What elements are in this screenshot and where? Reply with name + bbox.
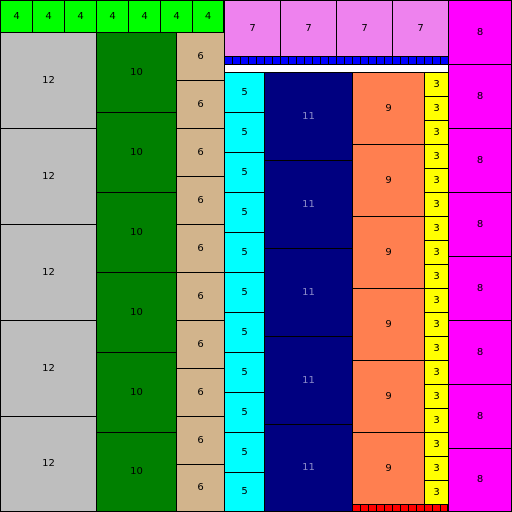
tile-4: 4 bbox=[64, 0, 97, 33]
tile-4: 4 bbox=[192, 0, 224, 33]
tile-5: 5 bbox=[224, 312, 265, 353]
tile-10: 10 bbox=[96, 272, 177, 353]
tile-6: 6 bbox=[176, 416, 225, 465]
tile-3: 3 bbox=[424, 432, 449, 457]
tile-10: 10 bbox=[96, 112, 177, 193]
tile-8: 8 bbox=[448, 128, 512, 193]
tile-7: 7 bbox=[336, 0, 393, 57]
tile-10: 10 bbox=[96, 352, 177, 433]
tile-9: 9 bbox=[352, 72, 425, 145]
tile-1 bbox=[440, 56, 449, 65]
tile-3: 3 bbox=[424, 216, 449, 241]
tile-9: 9 bbox=[352, 216, 425, 289]
tile-3: 3 bbox=[424, 456, 449, 481]
tile-3: 3 bbox=[424, 336, 449, 361]
tile-5: 5 bbox=[224, 272, 265, 313]
tile-9: 9 bbox=[352, 432, 425, 505]
tile-12: 12 bbox=[0, 224, 97, 321]
tile-8: 8 bbox=[448, 0, 512, 65]
tile-5: 5 bbox=[224, 472, 265, 512]
tile-3: 3 bbox=[424, 480, 449, 505]
tile-11: 11 bbox=[264, 424, 353, 512]
tile-5: 5 bbox=[224, 152, 265, 193]
tile-6: 6 bbox=[176, 80, 225, 129]
tile-8: 8 bbox=[448, 320, 512, 385]
tile-3: 3 bbox=[424, 120, 449, 145]
tile-11: 11 bbox=[264, 160, 353, 249]
tile-6: 6 bbox=[176, 320, 225, 369]
tile-9: 9 bbox=[352, 360, 425, 433]
tile-6: 6 bbox=[176, 368, 225, 417]
tile-4: 4 bbox=[160, 0, 193, 33]
tile-10: 10 bbox=[96, 192, 177, 273]
tile-3: 3 bbox=[424, 264, 449, 289]
tile-3: 3 bbox=[424, 72, 449, 97]
tile-8: 8 bbox=[448, 384, 512, 449]
tile-8: 8 bbox=[448, 64, 512, 129]
tile-12: 12 bbox=[0, 128, 97, 225]
tile-8: 8 bbox=[448, 448, 512, 512]
tile-8: 8 bbox=[448, 192, 512, 257]
tile-4: 4 bbox=[32, 0, 65, 33]
tile-7: 7 bbox=[392, 0, 449, 57]
tile-8: 8 bbox=[448, 256, 512, 321]
tile-12: 12 bbox=[0, 416, 97, 512]
tile-12: 12 bbox=[0, 320, 97, 417]
tile-11: 11 bbox=[264, 336, 353, 425]
tile-10: 10 bbox=[96, 32, 177, 113]
tile-3: 3 bbox=[424, 168, 449, 193]
tile-11: 11 bbox=[264, 72, 353, 161]
tile-5: 5 bbox=[224, 392, 265, 433]
tile-3: 3 bbox=[424, 144, 449, 169]
tile-6: 6 bbox=[176, 464, 225, 512]
tile-3: 3 bbox=[424, 192, 449, 217]
tile-7: 7 bbox=[280, 0, 337, 57]
tile-4: 4 bbox=[128, 0, 161, 33]
tile-5: 5 bbox=[224, 192, 265, 233]
tile-3: 3 bbox=[424, 240, 449, 265]
tile-6: 6 bbox=[176, 224, 225, 273]
tile-12: 12 bbox=[0, 32, 97, 129]
tile-5: 5 bbox=[224, 432, 265, 473]
tile-3: 3 bbox=[424, 384, 449, 409]
tile-3: 3 bbox=[424, 288, 449, 313]
tile-6: 6 bbox=[176, 128, 225, 177]
tile-2 bbox=[440, 504, 448, 512]
tile-4: 4 bbox=[0, 0, 33, 33]
tile-4: 4 bbox=[96, 0, 129, 33]
tile-5: 5 bbox=[224, 112, 265, 153]
tile-9: 9 bbox=[352, 144, 425, 217]
tile-5: 5 bbox=[224, 352, 265, 393]
tile-3: 3 bbox=[424, 360, 449, 385]
tile-9: 9 bbox=[352, 288, 425, 361]
tile-3: 3 bbox=[424, 408, 449, 433]
tile-6: 6 bbox=[176, 32, 225, 81]
tile-3: 3 bbox=[424, 312, 449, 337]
tile-6: 6 bbox=[176, 176, 225, 225]
tile-5: 5 bbox=[224, 72, 265, 113]
tile-11: 11 bbox=[264, 248, 353, 337]
tile-5: 5 bbox=[224, 232, 265, 273]
tile-6: 6 bbox=[176, 272, 225, 321]
tile-3: 3 bbox=[424, 96, 449, 121]
tile-10: 10 bbox=[96, 432, 177, 512]
tile-7: 7 bbox=[224, 0, 281, 57]
